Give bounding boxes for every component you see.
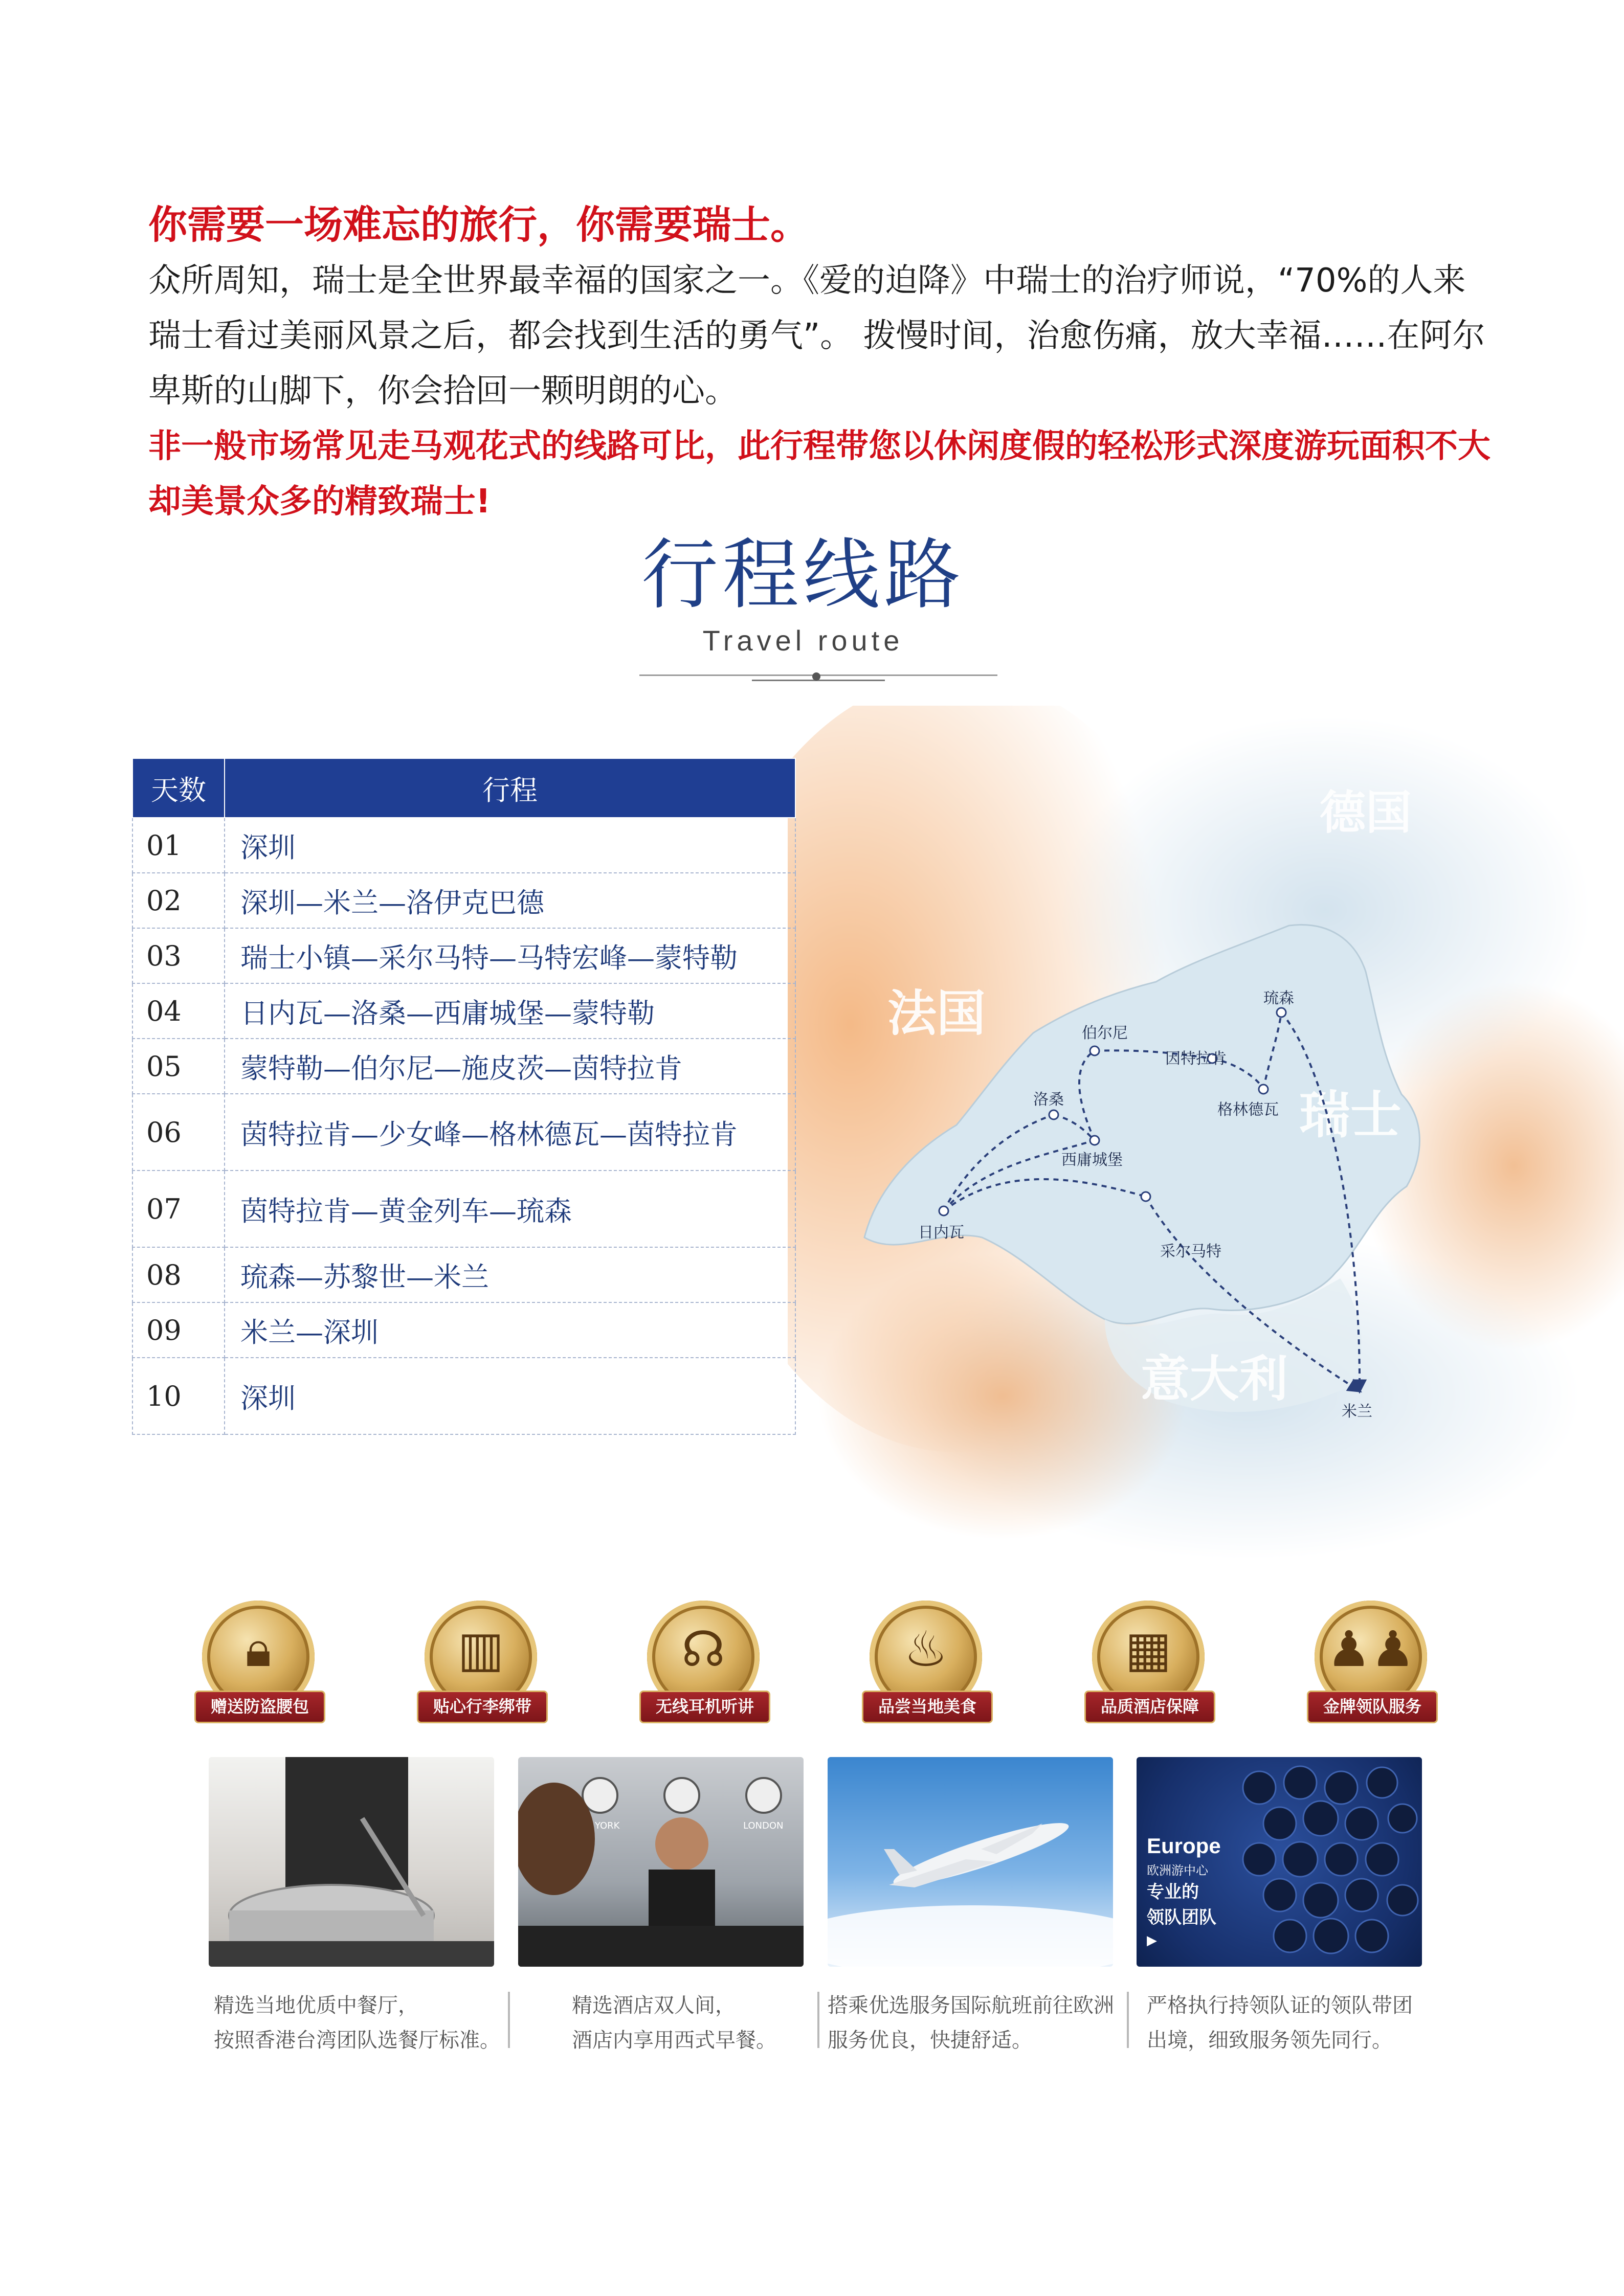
route-cell: 深圳—米兰—洛伊克巴德 bbox=[225, 873, 795, 928]
badge-label: 赠送防盗腰包 bbox=[194, 1691, 325, 1723]
city-label-interlaken: 因特拉肯 bbox=[1165, 1050, 1227, 1068]
caption-guide bbox=[1147, 1988, 1413, 2058]
airplane-tail bbox=[884, 1849, 917, 1875]
day-cell: 05 bbox=[132, 1039, 225, 1094]
city-interlaken bbox=[1165, 1050, 1227, 1068]
team-overlay-line2: 领队团队 bbox=[1147, 1908, 1216, 1927]
day-cell: 03 bbox=[132, 928, 225, 983]
caption-line: 出境，细致服务领先同行。 bbox=[1147, 2029, 1392, 2052]
table-row bbox=[132, 818, 795, 873]
wall-clock bbox=[746, 1778, 781, 1813]
city-label-milan: 米兰 bbox=[1342, 1403, 1372, 1421]
route-cell: 茵特拉肯—黄金列车—琉森 bbox=[225, 1170, 795, 1247]
caption-divider bbox=[817, 1992, 819, 2048]
food-icon: ♨ bbox=[903, 1620, 948, 1678]
country-label-germany: 德国 bbox=[1320, 785, 1412, 840]
play-icon: ▶ bbox=[1147, 1932, 1157, 1948]
intro-line: 卑斯的山脚下，你会拾回一颗明朗的心。 bbox=[148, 372, 738, 410]
route-cell: 深圳 bbox=[225, 818, 795, 873]
badge-luggage-strap bbox=[417, 1601, 545, 1728]
itinerary-header-row bbox=[132, 758, 795, 818]
table-row bbox=[132, 1358, 795, 1434]
caption-line: 严格执行持领队证的领队带团 bbox=[1147, 1994, 1413, 2017]
day-cell: 09 bbox=[132, 1302, 225, 1358]
hotel-reception-photo bbox=[518, 1757, 804, 1967]
table-row bbox=[132, 983, 795, 1039]
chef-photo bbox=[209, 1757, 494, 1967]
team-overlay-line1: 专业的 bbox=[1147, 1882, 1199, 1902]
airplane-photo bbox=[828, 1757, 1113, 1967]
stove bbox=[209, 1941, 494, 1967]
luggage-icon: ▥ bbox=[457, 1620, 504, 1678]
table-row bbox=[132, 928, 795, 983]
intro-line: 瑞士看过美丽风景之后，都会找到生活的勇气”。 拨慢时间，治愈伤痛，放大幸福……在阿尔 bbox=[148, 317, 1485, 355]
day-cell: 04 bbox=[132, 983, 225, 1039]
receptionist bbox=[655, 1817, 708, 1871]
lock-icon: 🔒︎ bbox=[245, 1620, 272, 1678]
country-label-france: 法国 bbox=[887, 984, 986, 1042]
section-title-en: Travel route bbox=[702, 624, 904, 657]
header-day: 天数 bbox=[132, 758, 225, 818]
badge-label: 品尝当地美食 bbox=[862, 1691, 993, 1723]
badge-label: 贴心行李绑带 bbox=[417, 1691, 548, 1723]
badge-label: 无线耳机听讲 bbox=[639, 1691, 770, 1723]
city-label-zermatt: 采尔马特 bbox=[1160, 1243, 1221, 1260]
route-cell: 日内瓦—洛桑—西庸城堡—蒙特勒 bbox=[225, 983, 795, 1039]
caption-hotel bbox=[572, 1988, 776, 2058]
section-divider bbox=[639, 664, 997, 685]
city-label-geneva: 日内瓦 bbox=[918, 1224, 964, 1242]
caption-line: 精选当地优质中餐厅， bbox=[214, 1994, 418, 2017]
caption-line: 搭乘优选服务国际航班前往欧洲 bbox=[828, 1994, 1114, 2017]
guide-portraits bbox=[1243, 1766, 1418, 1953]
badge-gold-guide bbox=[1307, 1601, 1435, 1728]
caption-line: 按照香港台湾团队选餐厅标准。 bbox=[214, 2029, 500, 2052]
intro-emphasis-line: 却美景众多的精致瑞士! bbox=[148, 483, 491, 521]
city-label-bern: 伯尔尼 bbox=[1082, 1024, 1128, 1042]
caption-restaurant bbox=[214, 1988, 500, 2058]
chef-apron bbox=[285, 1757, 408, 1890]
team-overlay-sub: 欧洲游中心 bbox=[1147, 1864, 1208, 1878]
table-row bbox=[132, 873, 795, 928]
route-cell: 琉森—苏黎世—米兰 bbox=[225, 1247, 795, 1302]
route-cell: 瑞士小镇—采尔马特—马特宏峰—蒙特勒 bbox=[225, 928, 795, 983]
clock-label-london: LONDON bbox=[743, 1820, 784, 1831]
intro-section bbox=[148, 197, 1509, 529]
day-cell: 07 bbox=[132, 1170, 225, 1247]
country-label-italy: 意大利 bbox=[1141, 1350, 1288, 1408]
day-cell: 08 bbox=[132, 1247, 225, 1302]
section-title-cn: 行程线路 bbox=[641, 531, 965, 620]
team-overlay bbox=[1147, 1834, 1221, 1948]
route-map bbox=[788, 706, 1624, 1575]
team-photo bbox=[1137, 1757, 1422, 1967]
table-row bbox=[132, 1247, 795, 1302]
city-label-chillon: 西庸城堡 bbox=[1061, 1151, 1123, 1169]
itinerary-table bbox=[132, 758, 796, 1435]
clock-label-york: YORK bbox=[595, 1820, 620, 1831]
header-route: 行程 bbox=[225, 758, 795, 818]
badge-local-food bbox=[862, 1601, 990, 1728]
day-cell: 06 bbox=[132, 1094, 225, 1170]
reception-desk bbox=[518, 1926, 804, 1967]
city-label-lausanne: 洛桑 bbox=[1033, 1091, 1064, 1109]
badge-wireless-headset bbox=[639, 1601, 767, 1728]
day-cell: 01 bbox=[132, 818, 225, 873]
intro-emphasis-line: 非一般市场常见走马观花式的线路可比，此行程带您以休闲度假的轻松形式深度游玩面积不大 bbox=[148, 427, 1490, 465]
table-row bbox=[132, 1170, 795, 1247]
wall-clock bbox=[664, 1778, 699, 1813]
day-cell: 02 bbox=[132, 873, 225, 928]
caption-divider bbox=[508, 1992, 510, 2048]
route-cell: 深圳 bbox=[225, 1358, 795, 1434]
route-cell: 蒙特勒—伯尔尼—施皮茨—茵特拉肯 bbox=[225, 1039, 795, 1094]
route-cell: 茵特拉肯—少女峰—格林德瓦—茵特拉肯 bbox=[225, 1094, 795, 1170]
badge-label: 品质酒店保障 bbox=[1084, 1691, 1215, 1723]
section-title bbox=[639, 532, 967, 685]
badge-anti-theft-pouch bbox=[194, 1601, 322, 1728]
caption-line: 服务优良，快捷舒适。 bbox=[828, 2029, 1032, 2052]
table-row bbox=[132, 1039, 795, 1094]
caption-line: 酒店内享用西式早餐。 bbox=[572, 2029, 776, 2052]
team-icon: ♟♟ bbox=[1326, 1620, 1415, 1678]
clouds bbox=[828, 1905, 1113, 1967]
badge-quality-hotel bbox=[1084, 1601, 1212, 1728]
intro-headline: 你需要一场难忘的旅行，你需要瑞士。 bbox=[148, 202, 809, 247]
caption-flight bbox=[828, 1988, 1114, 2058]
city-label-grindelwald: 格林德瓦 bbox=[1217, 1101, 1279, 1119]
hotel-icon: ▦ bbox=[1125, 1620, 1172, 1678]
table-row bbox=[132, 1094, 795, 1170]
headset-icon: ☊ bbox=[681, 1620, 725, 1678]
day-cell: 10 bbox=[132, 1358, 225, 1434]
country-label-switzerland: 瑞士 bbox=[1299, 1085, 1401, 1145]
intro-line: 众所周知，瑞士是全世界最幸福的国家之一。《爱的迫降》中瑞士的治疗师说，“70%的人来 bbox=[148, 262, 1466, 300]
table-row bbox=[132, 1302, 795, 1358]
route-cell: 米兰—深圳 bbox=[225, 1302, 795, 1358]
caption-divider bbox=[1127, 1992, 1129, 2048]
pot-body bbox=[229, 1910, 434, 1946]
team-overlay-title: Europe bbox=[1147, 1834, 1221, 1858]
city-label-lucerne: 琉森 bbox=[1263, 989, 1294, 1007]
caption-line: 精选酒店双人间， bbox=[572, 1994, 736, 2017]
badge-label: 金牌领队服务 bbox=[1307, 1691, 1438, 1723]
city-milan bbox=[1342, 1403, 1372, 1421]
